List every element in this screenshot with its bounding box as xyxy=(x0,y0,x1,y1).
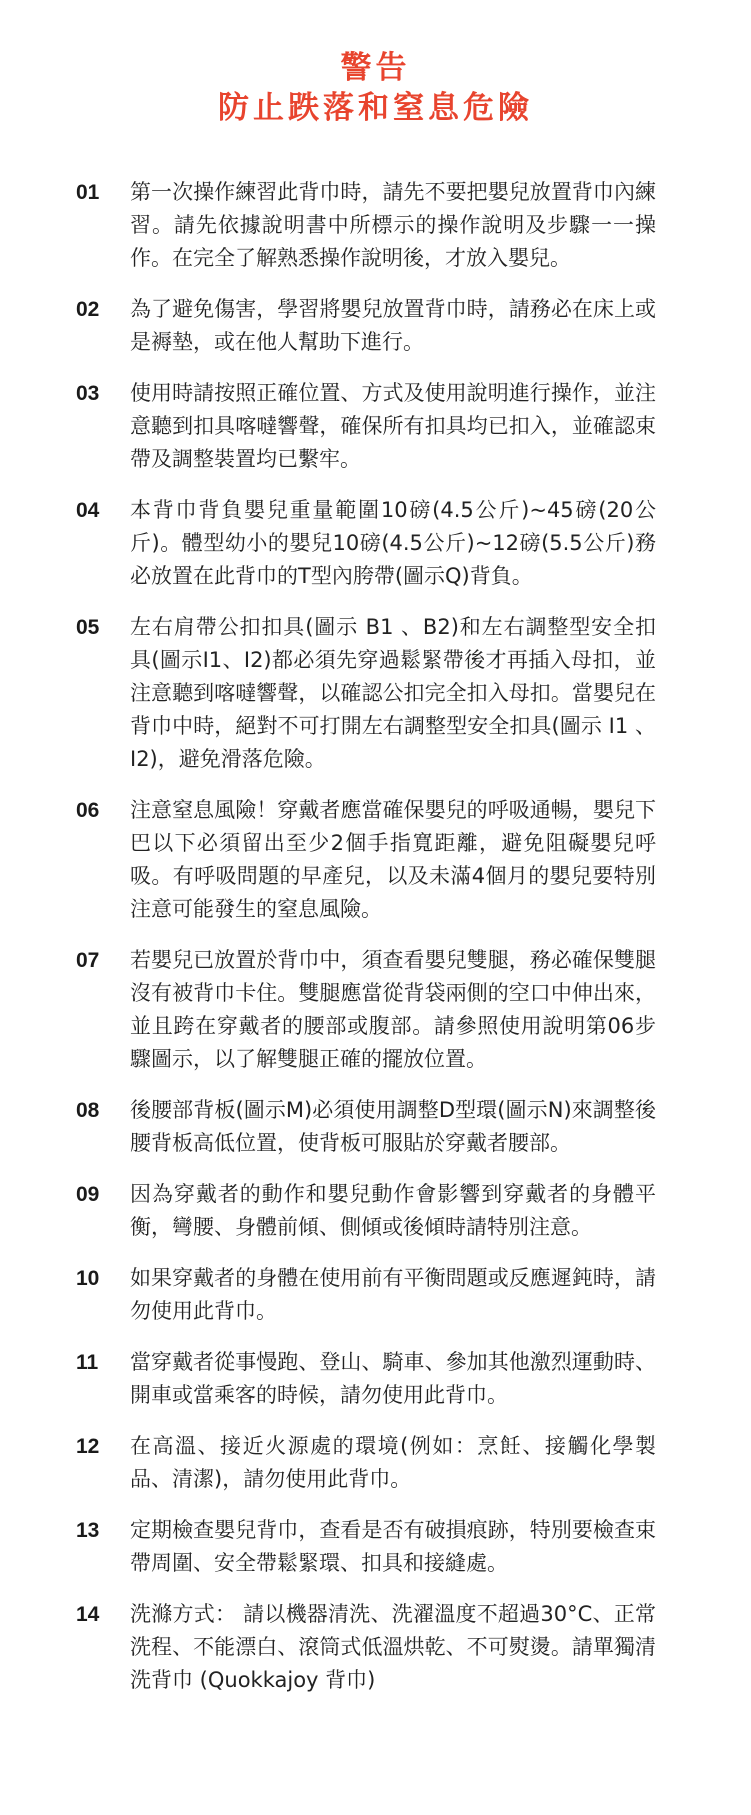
item-text: 定期檢查嬰兒背巾，查看是否有破損痕跡，特別要檢查束帶周圍、安全帶鬆緊環、扣具和接縫處。 xyxy=(130,1518,656,1575)
warning-list xyxy=(76,176,656,1697)
warning-item-12 xyxy=(76,1430,656,1496)
item-text: 注意窒息風險！穿戴者應當確保嬰兒的呼吸通暢，嬰兒下巴以下必須留出至少2個手指寬距離，避免阻礙嬰兒呼吸。有呼吸問題的早產兒，以及未滿4個月的嬰兒要特別注意可能發生的窒息風險。 xyxy=(130,798,656,921)
item-text: 當穿戴者從事慢跑、登山、騎車、參加其他激烈運動時、開車或當乘客的時候，請勿使用此背巾。 xyxy=(130,1350,656,1407)
item-text: 為了避免傷害，學習將嬰兒放置背巾時，請務必在床上或是褥墊，或在他人幫助下進行。 xyxy=(130,297,656,354)
warning-item-01 xyxy=(76,176,656,275)
item-number: 08 xyxy=(76,1099,100,1122)
item-number: 14 xyxy=(76,1603,100,1626)
item-number: 02 xyxy=(76,298,100,321)
item-text: 因為穿戴者的動作和嬰兒動作會影響到穿戴者的身體平衡，彎腰、身體前傾、側傾或後傾時請特別注意。 xyxy=(130,1182,656,1239)
item-text: 本背巾背負嬰兒重量範圍10磅(4.5公斤)~45磅(20公斤)。體型幼小的嬰兒10磅(4.5公斤)~12磅(5.5公斤)務必放置在此背巾的T型內胯帶(圖示Q)背負。 xyxy=(130,498,656,588)
item-number: 03 xyxy=(76,382,100,405)
item-text: 使用時請按照正確位置、方式及使用說明進行操作，並注意聽到扣具喀噠響聲，確保所有扣具均已扣入，並確認束帶及調整裝置均已繫牢。 xyxy=(130,381,656,471)
item-number: 07 xyxy=(76,949,100,972)
warning-title: 警告 xyxy=(340,50,411,86)
item-number: 01 xyxy=(76,181,100,204)
warning-item-08 xyxy=(76,1094,656,1160)
warning-header xyxy=(76,48,656,128)
item-number: 12 xyxy=(76,1435,100,1458)
item-text: 後腰部背板(圖示M)必須使用調整D型環(圖示N)來調整後腰背板高低位置，使背板可服貼於穿戴者腰部。 xyxy=(130,1098,656,1155)
item-number: 09 xyxy=(76,1183,100,1206)
warning-item-10 xyxy=(76,1262,656,1328)
warning-item-03 xyxy=(76,377,656,476)
item-text: 左右肩帶公扣扣具(圖示 B1 、B2)和左右調整型安全扣具(圖示I1、I2)都必須先穿過鬆緊帶後才再插入母扣，並注意聽到喀噠響聲，以確認公扣完全扣入母扣。當嬰兒在背巾中時，絕對不可打開左右調整型安全扣具(圖示 I1 、I2)，避免滑落危險。 xyxy=(130,615,656,771)
item-text: 如果穿戴者的身體在使用前有平衡問題或反應遲鈍時，請勿使用此背巾。 xyxy=(130,1266,656,1323)
warning-subtitle: 防止跌落和窒息危險 xyxy=(218,90,533,126)
item-number: 04 xyxy=(76,499,100,522)
item-number: 11 xyxy=(76,1351,99,1374)
warning-item-04 xyxy=(76,494,656,593)
warning-item-06 xyxy=(76,794,656,926)
warning-item-05 xyxy=(76,611,656,776)
item-text: 若嬰兒已放置於背巾中，須查看嬰兒雙腿，務必確保雙腿沒有被背巾卡住。雙腿應當從背袋兩側的空口中伸出來，並且跨在穿戴者的腰部或腹部。請參照使用說明第06步驟圖示，以了解雙腿正確的擺放位置。 xyxy=(130,948,656,1071)
warning-item-09 xyxy=(76,1178,656,1244)
warning-item-02 xyxy=(76,293,656,359)
item-number: 13 xyxy=(76,1519,100,1542)
item-number: 06 xyxy=(76,799,100,822)
item-text: 在高溫、接近火源處的環境(例如：烹飪、接觸化學製品、清潔)，請勿使用此背巾。 xyxy=(130,1434,656,1491)
item-text: 第一次操作練習此背巾時，請先不要把嬰兒放置背巾內練習。請先依據說明書中所標示的操作說明及步驟一一操作。在完全了解熟悉操作說明後，才放入嬰兒。 xyxy=(130,180,656,270)
warning-item-14 xyxy=(76,1598,656,1697)
warning-item-07 xyxy=(76,944,656,1076)
item-number: 10 xyxy=(76,1267,100,1290)
warning-item-11 xyxy=(76,1346,656,1412)
warning-item-13 xyxy=(76,1514,656,1580)
item-text: 洗滌方式： 請以機器清洗、洗濯溫度不超過30°C、正常洗程、不能漂白、滾筒式低溫烘乾、不可熨燙。請單獨清洗背巾 (Quokkajoy 背巾) xyxy=(130,1602,656,1692)
item-number: 05 xyxy=(76,616,100,639)
